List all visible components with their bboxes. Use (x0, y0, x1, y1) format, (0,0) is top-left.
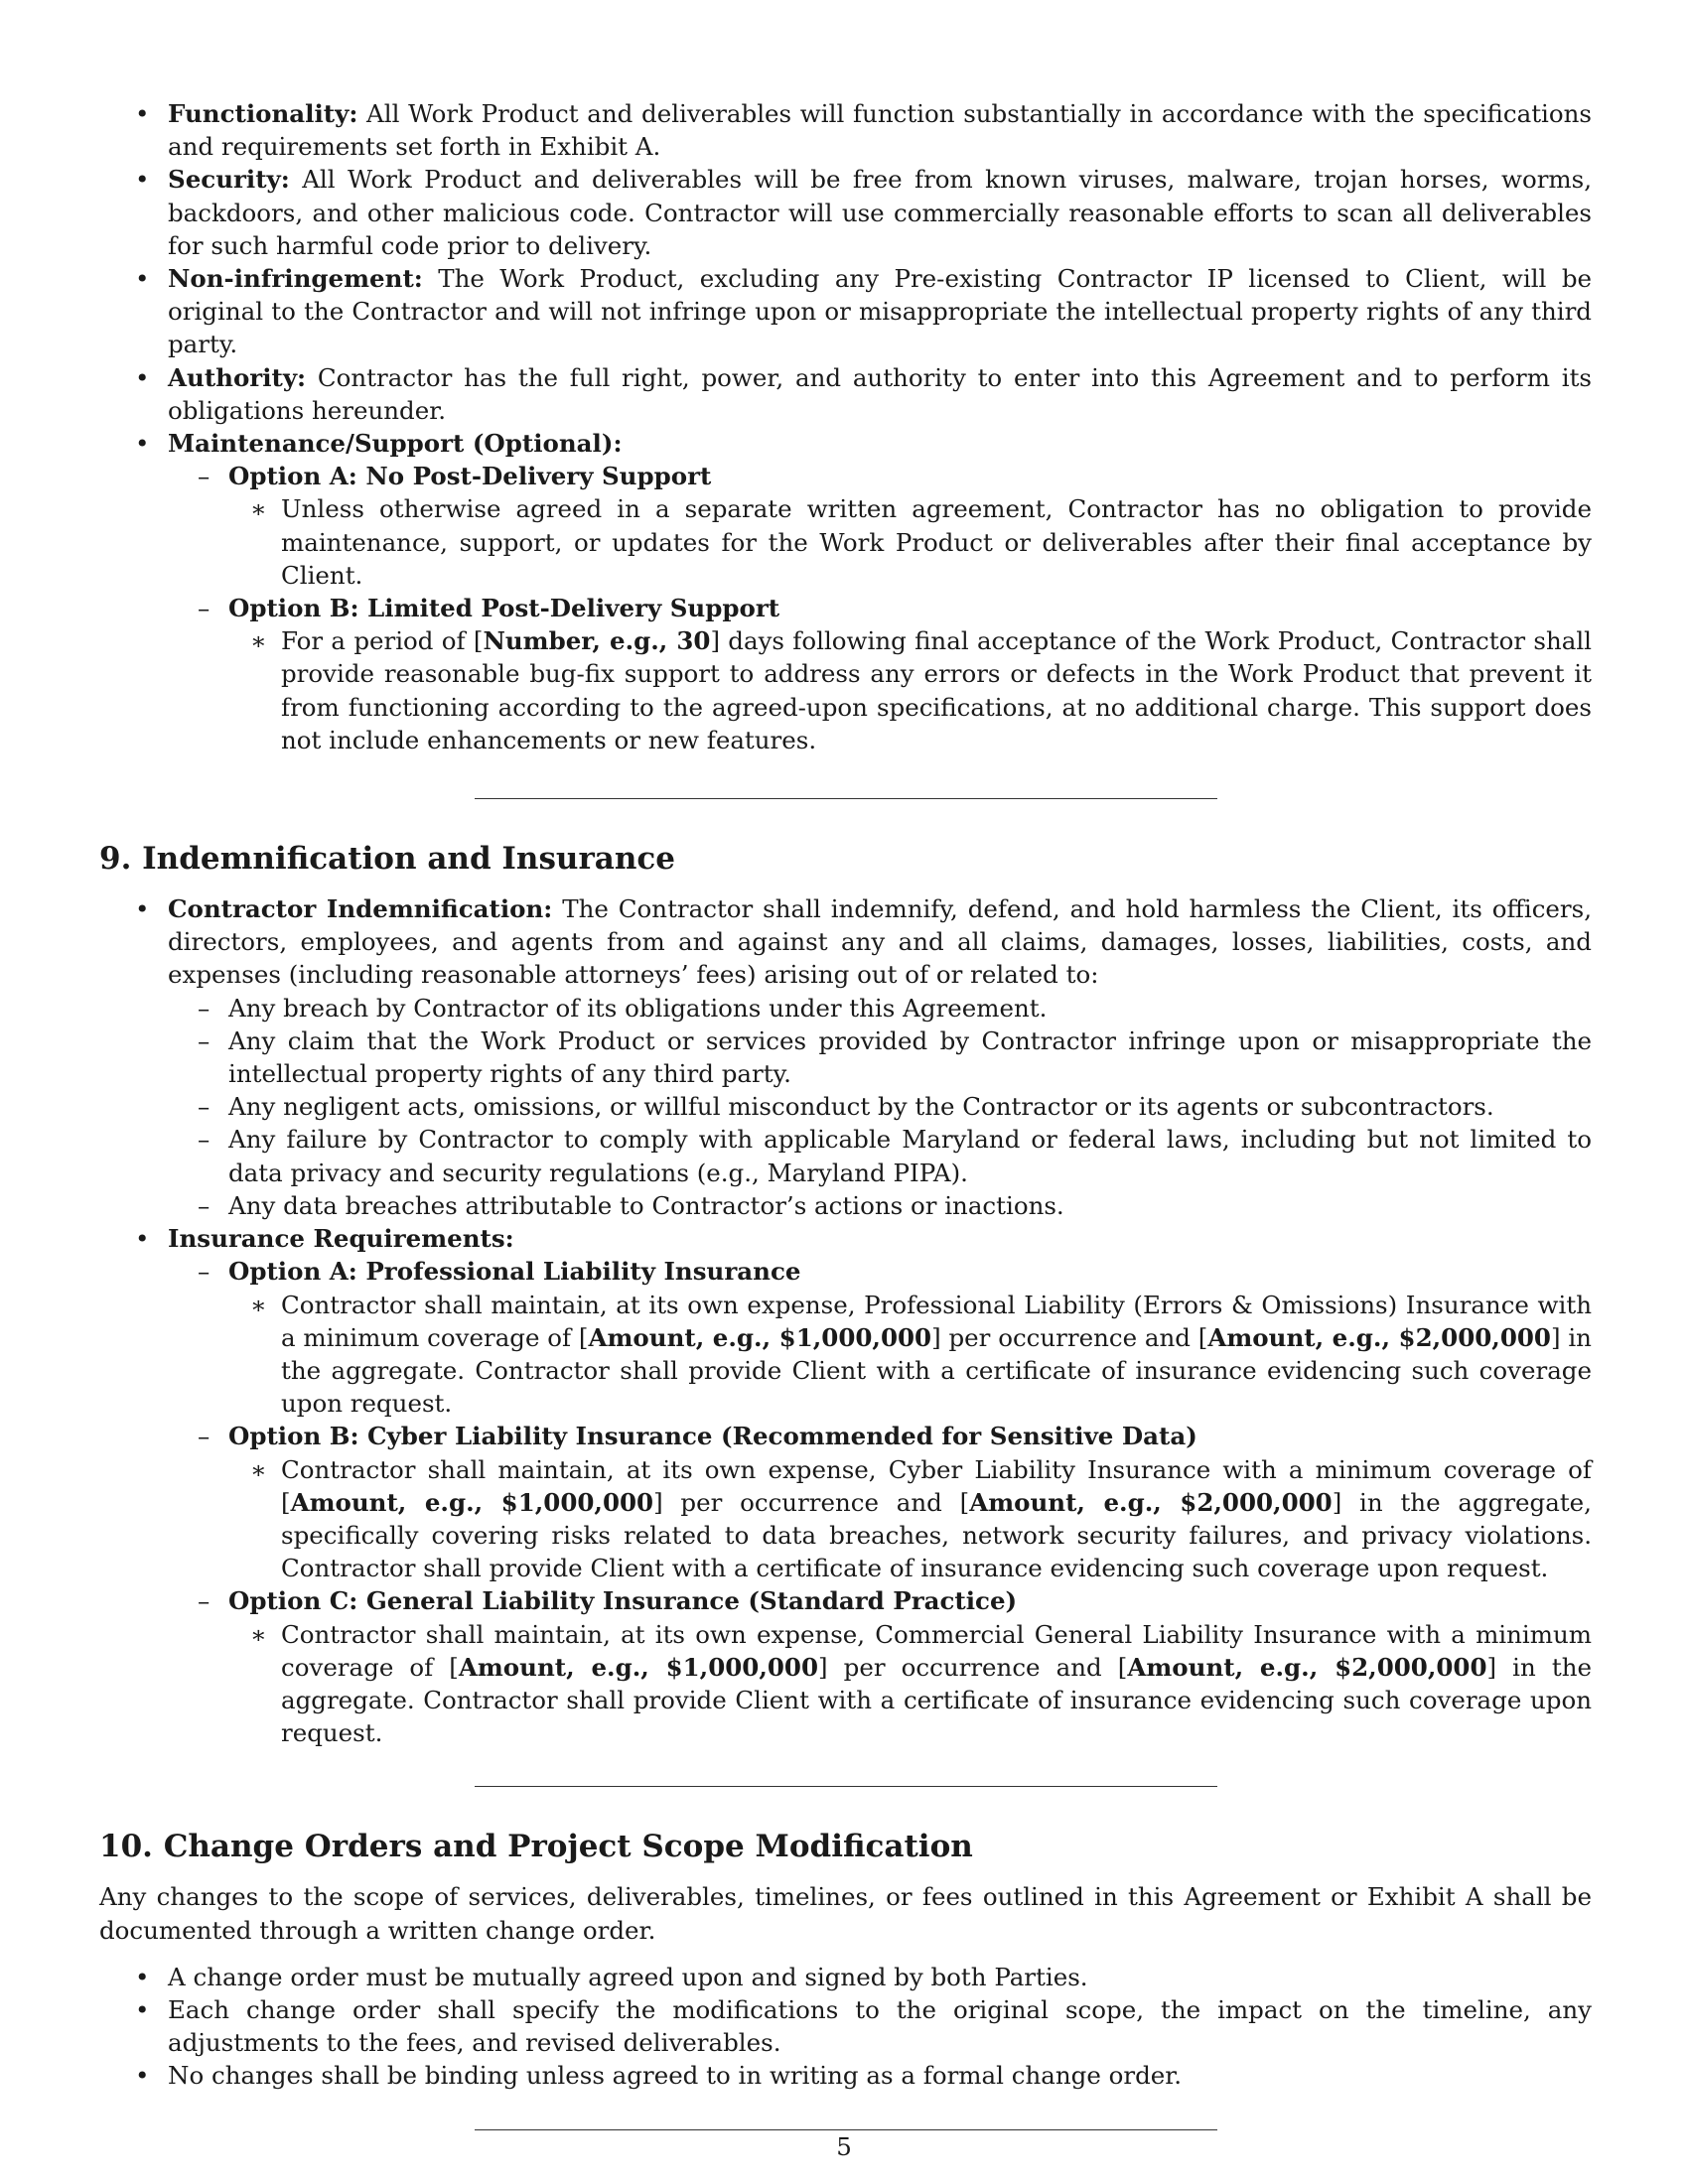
option-detail (228, 1289, 1592, 1421)
option-item (168, 1584, 1592, 1749)
option-text: ] per occurrence and [ (931, 1322, 1208, 1352)
option-detail (228, 1453, 1592, 1585)
list-item (99, 97, 1592, 163)
list-item: • No changes shall be binding unless agreed to in writing as a formal change order. (99, 2059, 1592, 2092)
option-detail-list (228, 492, 1592, 592)
placeholder-amount: Amount, e.g., $2,000,000 (1127, 1652, 1487, 1682)
warranty-text: All Work Product and deliverables will function substantially in accordance with the specifications and requirements set forth in Exhibit A. (168, 99, 1592, 162)
warranty-text: Contractor has the full right, power, and authority to enter into this Agreement and to perform its obligations hereunder. (168, 362, 1592, 425)
warranty-label: Security: (168, 165, 290, 195)
list-item: – Any claim that the Work Product or services provided by Contractor infringe upon or misappropriate the intellectual property rights of any third party. (168, 1024, 1592, 1090)
option-title: Option B: Limited Post-Delivery Support (228, 594, 780, 623)
warranty-label: Non-infringement: (168, 264, 423, 294)
insurance-label: Insurance Requirements: (168, 1224, 514, 1254)
option-title: Option A: No Post-Delivery Support (228, 462, 712, 491)
warranty-label: Authority: (168, 362, 307, 392)
option-item (168, 460, 1592, 592)
list-item (99, 361, 1592, 427)
page-number: 5 (836, 2132, 852, 2161)
placeholder-amount: Amount, e.g., $2,000,000 (1207, 1322, 1551, 1352)
warranty-label: Functionality: (168, 99, 358, 128)
option-detail (228, 1618, 1592, 1750)
indemnification-text: The Contractor shall indemnify, defend, and hold harmless the Client, its officers, directors, employees, and agents from and against any and all claims, damages, losses, liabilities, costs, and expenses (including reasonable attorneys’ fees) arising out of or related to: (168, 894, 1592, 990)
option-detail-list (228, 1618, 1592, 1750)
option-text: ] days following final acceptance of the Work Product, Contractor shall provide reasonable bug-fix support to address any errors or defects in the Work Product that prevent it from functioning according to the agreed-upon specifications, at no additional charge. This support does not include enhancements or new features. (281, 626, 1593, 754)
option-title: Option A: Professional Liability Insurance (228, 1257, 801, 1287)
option-text: Contractor shall maintain, at its own expense, Professional Liability (Errors & Omissions) Insurance with a minimum coverage of [ (281, 1290, 1592, 1352)
section-10-intro: Any changes to the scope of services, deliverables, timelines, or fees outlined in this Agreement or Exhibit A shall be documented through a written change order. (99, 1882, 1592, 1945)
section-10-heading: 10. Change Orders and Project Scope Modification (99, 1829, 973, 1865)
option-detail (228, 624, 1592, 756)
option-text: ] per occurrence and [ (818, 1652, 1128, 1682)
option-detail-list (228, 624, 1592, 756)
warranty-text: All Work Product and deliverables will be free from known viruses, malware, trojan horses, worms, backdoors, and other malicious code. Contractor will use commercially reasonable efforts to scan all deliverables for such harmful code prior to delivery. (168, 165, 1592, 260)
document-page (99, 97, 1592, 2130)
horizontal-divider (475, 2129, 1217, 2130)
horizontal-divider (475, 798, 1217, 799)
list-item (99, 427, 1592, 756)
list-item: • A change order must be mutually agreed upon and signed by both Parties. (99, 1961, 1592, 1993)
list-item (99, 163, 1592, 262)
maintenance-options (168, 460, 1592, 756)
section-10-list (99, 1961, 1592, 2093)
option-text: ] in the aggregate. Contractor shall provide Client with a certificate of insurance evidencing such coverage upon request. (281, 1322, 1592, 1419)
section-9-heading: 9. Indemnification and Insurance (99, 841, 675, 878)
placeholder-amount: Amount, e.g., $1,000,000 (458, 1652, 819, 1682)
list-item (99, 892, 1592, 1222)
placeholder-number: Number, e.g., 30 (483, 626, 711, 656)
indemnification-items (168, 992, 1592, 1222)
option-title: Option C: General Liability Insurance (Standard Practice) (228, 1586, 1018, 1616)
list-item (99, 262, 1592, 361)
option-detail-list (228, 1453, 1592, 1585)
list-item: – Any breach by Contractor of its obligations under this Agreement. (168, 992, 1592, 1024)
placeholder-amount: Amount, e.g., $1,000,000 (588, 1322, 932, 1352)
option-text: ] in the aggregate, specifically covering risks related to data breaches, network security failures, and privacy violations. Contractor shall provide Client with a certificate of insurance evidencing such coverage upon request. (281, 1487, 1592, 1583)
list-item: – Any failure by Contractor to comply with applicable Maryland or federal laws, including but not limited to data privacy and security regulations (e.g., Maryland PIPA). (168, 1123, 1592, 1188)
option-item (168, 1255, 1592, 1420)
option-title: Option B: Cyber Liability Insurance (Recommended for Sensitive Data) (228, 1422, 1197, 1451)
option-detail (228, 492, 1592, 592)
list-item: • Each change order shall specify the modifications to the original scope, the impact on the timeline, any adjustments to the fees, and revised deliverables. (99, 1993, 1592, 2059)
warranty-text: The Work Product, excluding any Pre-existing Contractor IP licensed to Client, will be original to the Contractor and will not infringe upon or misappropriate the intellectual property rights of any third party. (168, 264, 1592, 359)
placeholder-amount: Amount, e.g., $1,000,000 (290, 1487, 654, 1517)
list-item: – Any negligent acts, omissions, or willful misconduct by the Contractor or its agents or subcontractors. (168, 1090, 1592, 1123)
option-text: Contractor shall maintain, at its own expense, Cyber Liability Insurance with a minimum coverage of [ (281, 1454, 1592, 1517)
horizontal-divider (475, 1786, 1217, 1787)
option-detail-list (228, 1289, 1592, 1421)
placeholder-amount: Amount, e.g., $2,000,000 (969, 1487, 1333, 1517)
list-item: – Any data breaches attributable to Contractor’s actions or inactions. (168, 1189, 1592, 1222)
warranties-list (99, 97, 1592, 756)
maintenance-label: Maintenance/Support (Optional): (168, 429, 623, 459)
option-text: ] in the aggregate. Contractor shall provide Client with a certificate of insurance evidencing such coverage upon request. (281, 1652, 1592, 1748)
section-9-list (99, 892, 1592, 1749)
option-text: ] per occurrence and [ (653, 1487, 970, 1517)
option-item (168, 1420, 1592, 1584)
list-item (99, 1222, 1592, 1749)
option-text: Contractor shall maintain, at its own expense, Commercial General Liability Insurance with a minimum coverage of [ (281, 1619, 1592, 1682)
option-text: Unless otherwise agreed in a separate written agreement, Contractor has no obligation to provide maintenance, support, or updates for the Work Product or deliverables after their final acceptance by Client. (281, 494, 1592, 590)
insurance-options (168, 1255, 1592, 1749)
option-text: For a period of [ (281, 626, 484, 656)
option-item (168, 592, 1592, 756)
indemnification-label: Contractor Indemnification: (168, 894, 553, 924)
